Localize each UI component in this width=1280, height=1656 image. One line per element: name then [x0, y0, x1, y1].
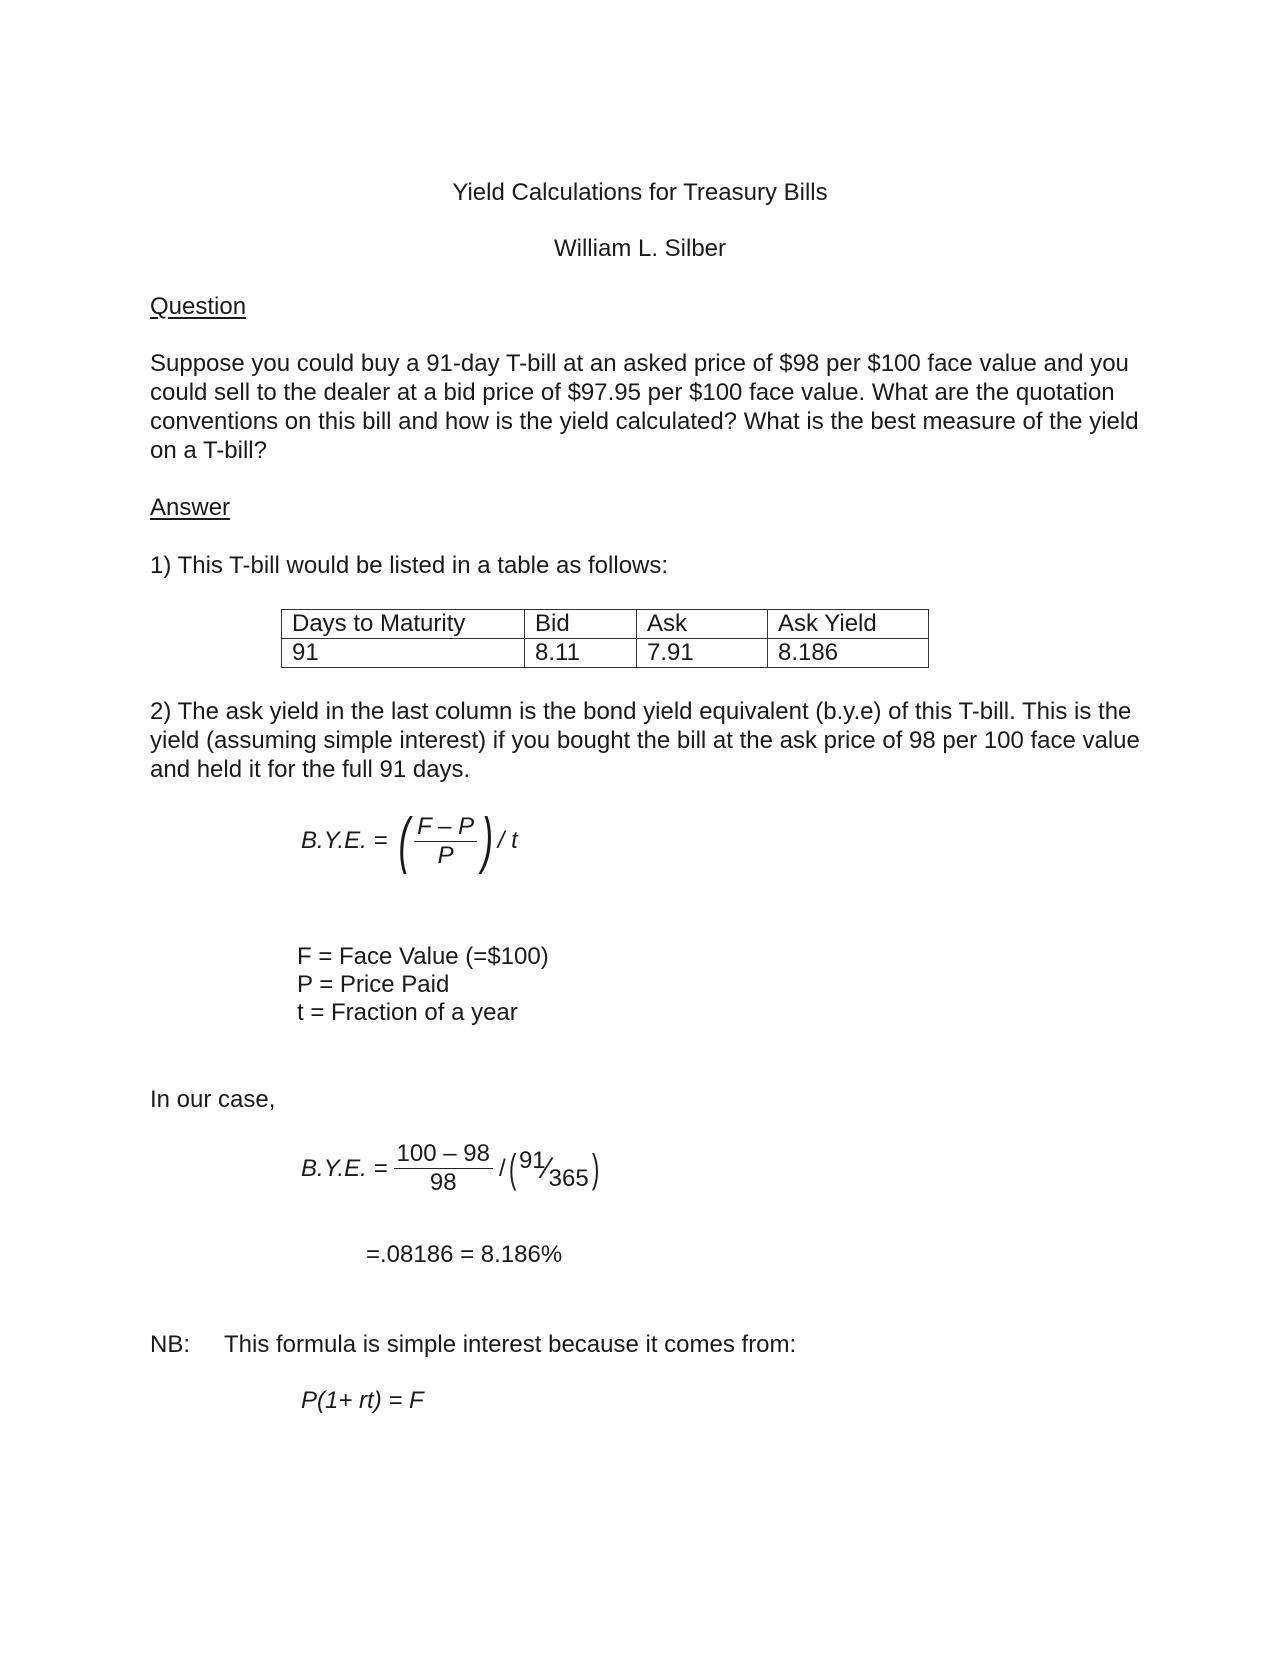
definition-price-paid: P = Price Paid: [297, 971, 450, 998]
right-paren-icon: ): [591, 1146, 600, 1191]
table-header-cell: Bid: [525, 610, 637, 639]
calculation-result: =.08186 = 8.186%: [366, 1241, 563, 1268]
nb-text: This formula is simple interest because it comes from:: [224, 1331, 797, 1358]
formula-suffix: / t: [497, 827, 518, 854]
table-cell: 8.11: [525, 639, 637, 668]
table-cell: 7.91: [637, 639, 768, 668]
simple-interest-formula: P(1+ rt) = F: [301, 1387, 424, 1414]
bye-formula: [301, 806, 518, 875]
formula-lhs: B.Y.E. =: [301, 1154, 388, 1182]
calc-numerator: 100 – 98: [394, 1140, 493, 1169]
left-paren-icon: (: [398, 806, 410, 875]
case-intro: In our case,: [150, 1086, 276, 1113]
question-text: Suppose you could buy a 91-day T-bill at an asked price of $98 per $100 face value and you could sell to the dealer at a bid price of $97.95 per $100 face value. What are the quotation conventions on this bill and how is the yield calculated? What is the best measure of the yield on a T-bill?: [150, 350, 1139, 464]
slash-icon: ⁄: [544, 1151, 550, 1185]
formula-numerator: F – P: [414, 813, 477, 842]
calc-year-value: 365: [548, 1164, 589, 1192]
tbill-table: [281, 609, 929, 668]
answer-point-2: 2) The ask yield in the last column is the bond yield equivalent (b.y.e) of this T-bill. This is the yield (assuming simple interest) if you bought the bill at the ask price of 98 per 100 face value and held it for the full 91 days.: [150, 698, 1140, 783]
document-author: William L. Silber: [553, 235, 727, 262]
formula-denominator: P: [437, 841, 454, 869]
table-header-cell: Ask: [637, 610, 768, 639]
definition-fraction-year: t = Fraction of a year: [297, 999, 518, 1026]
table-cell: 8.186: [768, 639, 929, 668]
answer-point-1: 1) This T-bill would be listed in a table as follows:: [150, 552, 669, 579]
calc-days-value: 91: [518, 1146, 546, 1174]
answer-heading: Answer: [150, 494, 231, 521]
table-row: [282, 639, 929, 668]
nb-label: NB:: [150, 1331, 191, 1358]
question-heading: Question: [150, 293, 247, 320]
bye-calculation: [301, 1140, 602, 1197]
definition-face-value: F = Face Value (=$100): [297, 943, 549, 970]
table-header-cell: Ask Yield: [768, 610, 929, 639]
calc-denominator: 98: [429, 1169, 457, 1196]
left-paren-icon: (: [508, 1146, 516, 1191]
right-paren-icon: ): [481, 806, 494, 875]
calc-fraction: [394, 1140, 493, 1197]
formula-lhs: B.Y.E. =: [301, 827, 388, 854]
table-header-row: [282, 610, 929, 639]
calc-year: [549, 1165, 589, 1193]
table-header-cell: Days to Maturity: [282, 610, 525, 639]
calc-days: [519, 1147, 546, 1175]
table-cell: 91: [282, 639, 525, 668]
calc-slash: /: [498, 1154, 506, 1182]
formula-fraction: [414, 813, 477, 870]
document-title: Yield Calculations for Treasury Bills: [452, 179, 828, 206]
